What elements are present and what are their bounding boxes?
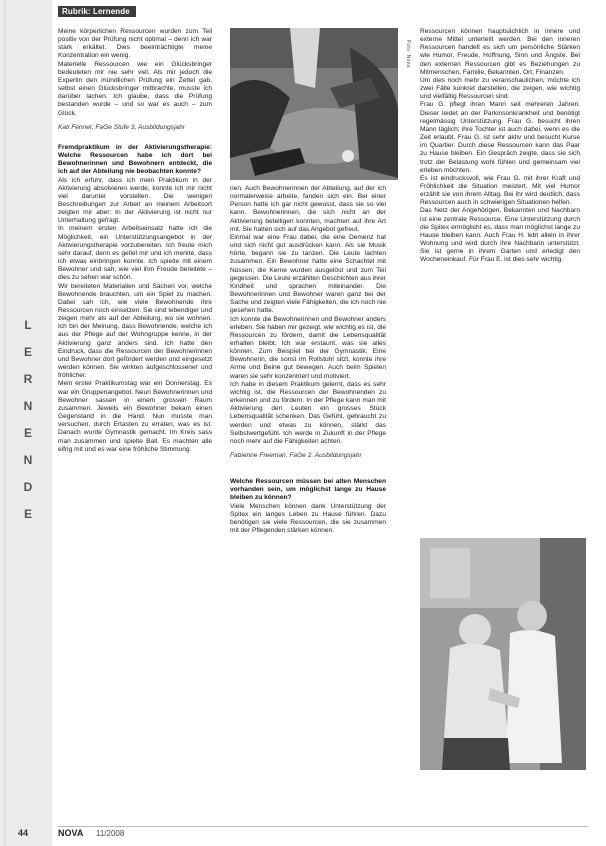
article-column-2 bbox=[230, 185, 386, 535]
sidebar-letter: N bbox=[23, 399, 33, 413]
article-column-3 bbox=[420, 28, 580, 265]
page-number: 44 bbox=[18, 828, 29, 838]
author-signature: Kati Fenner, FaGe Stufe 3, Ausbildungsjahr bbox=[58, 123, 185, 131]
paragraph: Einmal war eine Frau dabei, die eine Demenz hat und sich nicht gut ausdrücken kann. Als sie Musik hörte, begann sie zu tanzen. Die Leute lachten zusammen. Ein Bewohner hatte eine Schachtel mit Nüssen; die Kerne wurden ausgelöst und zum Teil gegessen. Die Leute erzählten Geschichten aus ihrer Kindheit und sprachen miteinander. Die Bewohnerinnen und Bewohner waren ganz bei der Sache und zeigten viele Fähigkeiten, die ich noch nie gesehen hatte. bbox=[230, 233, 386, 315]
paragraph: In meinem ersten Arbeitseinsatz hatte ich die Möglichkeit, ein Unterstützungsangebot in der Aktivierungstherapie vorzubereiten. Ich freute mich sehr darauf, denn es gefiel mir und ich merkte, dass ich etwas einbringen konnte. Ich spielte mit einem Bewohner und sah, wie viel ihm Freude bereitete – dies zu sehen war schön. bbox=[58, 225, 212, 282]
photo-group-activity-image bbox=[230, 28, 398, 180]
paragraph: Das Netz der Angehörigen, Bekannten und Nachbarn ist eine zentrale Ressource. Eine Unterstützung durch die Spitex ermöglicht es, dass man möglichst lange zu Hause bleiben kann. Auch Frau H. lebt allein in ihrer Wohnung und wird durch ihre Nachbarin unterstützt. Sie ist gerne in ihrem Garten und erledigt den Wocheneinkauf. Für Frau E. ist dies sehr wichtig. bbox=[420, 207, 580, 264]
sidebar-letter: E bbox=[23, 507, 32, 521]
issue-number: 11/2008 bbox=[96, 829, 125, 838]
paragraph: Als ich erfuhr, dass ich mein Praktikum in der Aktivierung absolvieren werde, konnte ich mir nicht viel darunter vorstellen. Die wenigen Beschreibungen zur Arbeit an meinem Arbeitsort zeigten mir aber: In der Aktivierung ist nicht nur Unterhaltung gefragt. bbox=[58, 176, 212, 225]
sidebar-letter: D bbox=[23, 480, 33, 494]
photo-caregiver-image bbox=[420, 538, 586, 770]
sidebar-letter: N bbox=[23, 453, 33, 467]
magazine-name: NOVA bbox=[58, 828, 84, 838]
paragraph: Um dies noch mehr zu veranschaulichen, möchte ich zwei Fälle konkret darstellen, die zeigen, wie wichtig und vielfältig Ressourcen sind. bbox=[420, 76, 580, 101]
sidebar-letter: L bbox=[24, 318, 32, 332]
photo-group-activity bbox=[230, 28, 398, 180]
sidebar-letter: E bbox=[23, 345, 32, 359]
article-column-1 bbox=[58, 28, 212, 454]
sidebar-letter: R bbox=[23, 372, 33, 386]
paragraph: Ressourcen können hauptsächlich in innere und externe Mittel unterteilt werden. Bei den inneren Ressourcen handelt es sich um persönliche Stärken wie Humor, Freude, Hoffnung, Sinn und Ängste. Bei den externen Ressourcen gibt es Beziehungen zu Mitmenschen, Familie, Bekannten, Ort, Finanzen. bbox=[420, 28, 580, 76]
photo-caregiver-with-elderly-woman bbox=[420, 538, 586, 770]
sidebar-letter: E bbox=[23, 426, 32, 440]
paragraph: Frau G. pflegt ihren Mann seit mehreren Jahren. Dieser leidet an der Parkinsonkrankheit und benötigt regelmässig Unterstützung. Frau G. besucht ihren Mann täglich; ihre Tochter ist auch dabei, wenn es die Zeit erlaubt. Frau G. ist sehr aktiv und besucht Kurse im Quartier. Durch diese Ressourcen kann das Paar zu Hause bleiben. Ein Gespräch zeigte, dass sie sich trotz der Belastung wohl fühlen und gemeinsam viel erleben möchten. bbox=[420, 101, 580, 174]
paragraph: Meine körperlichen Ressourcen wurden zum Teil positiv von der Prüfung nicht optimal – denn ich war stark erkältet. Dies beeinträchtigte meine Konzentration ein wenig. bbox=[58, 28, 212, 60]
paragraph: Materielle Ressourcen wie ein Glücksbringer bedeuteten mir nie sehr viel. Als mir jedoch die Expertin den mündlichen Prüfung ein Zettel gab, selbst einen Glücksbringer mitbrachte, musste ich darüber lachen. Ich glaube, dass die Prüfung bestanden wurde – und so war es auch – zum Glück. bbox=[58, 60, 212, 117]
section-question: Fremdpraktikum in der Aktivierungstherapie: Welche Ressourcen habe ich dort bei Bewohnerinnen und Bewohnern entdeckt, die ich auf der Abteilung nie beobachten konnte? bbox=[58, 143, 212, 176]
page-footer bbox=[0, 826, 606, 846]
sidebar-vertical-word bbox=[18, 318, 38, 521]
rubric-label: Rubrik: Lernende bbox=[58, 6, 136, 17]
paragraph: Viele Menschen können dank Unterstützung der Spitex ein langes Leben zu Hause führen. Dazu benötigen sie viele Ressourcen, die sie zusammen mit der Pflegenden stärken können. bbox=[230, 502, 386, 535]
paragraph: Ich konnte die Bewohnerinnen und Bewohner anders erleben. Sie haben mir gezeigt, wie wichtig es ist, die Ressourcen zu fördern, damit die Lebensqualität erhalten bleibt. Ich war erstaunt, was sie alles können. Zum Beispiel bei der Gymnastik: Eine Bewohnerin, die sonst im Rollstuhl sitzt, konnte ihre Arme und Beine gut bewegen. Auch beim Spielen waren sie sehr konzentriert und motiviert. bbox=[230, 315, 386, 380]
author-signature: Fabienne Freeman, FaGe 2. Ausbildungsjahr bbox=[230, 452, 362, 459]
paragraph: Wir bereiteten Materialien und Sachen vor, welche Bewohnende brauchten, um ein Spiel zu machen. Dabei sah ich, wie viele Bewohnende ihre Ressourcen noch einsetzen. Sie sind lebendiger und zeigen mehr als auf der Abteilung, wo sie wohnen. Ich bin der Meinung, dass Bewohnende, welche ich aus der Pflege auf der Wohngruppe kenne, in der Aktivierung ganz anders sind. Ich hatte den Eindruck, dass die Ressourcen der Bewohnerinnen und Bewohner dort gefördert werden und eingesetzt werden können. Sie wirkten aufgeschlossener und fröhlicher. bbox=[58, 282, 212, 380]
photo-credit: Foto: Nova bbox=[405, 40, 411, 68]
footer-rule bbox=[58, 826, 588, 827]
paragraph: Es ist eindrucksvoll, wie Frau G. mit ihrer Kraft und Fröhlichkeit die Situation meistert. Mit viel Humor erzählt sie von ihrem Alltag. Bei ihr wird deutlich, dass Ressourcen auch in schwierigen Situationen helfen. bbox=[420, 174, 580, 207]
paragraph: nen. Auch Bewohnerinnen der Abteilung, auf der ich normalerweise arbeite, fanden sich ein. Bei einer Person hatte ich gar nicht gewusst, dass sie so viel kann. Bewohnerinnen, die sich nicht an der Aktivierung beteiligen konnten, machten auf ihre Art mit. Sie hatten sich auf das Angebot gefreut. bbox=[230, 185, 386, 233]
paragraph: Ich habe in diesem Praktikum gelernt, dass es sehr wichtig ist, die Ressourcen der Bewohnenden zu erkennen und zu fördern. In der Pflege kann man mit Aktivierung den Leuten ein grosses Stück Lebensqualität schenken. Das Gefühl, gebraucht zu werden und etwas zu können, stärkt das Selbstwertgefühl. Ich werde in Zukunft in der Pflege noch mehr auf die Fähigkeiten achten. bbox=[230, 380, 386, 445]
section-question: Welche Ressourcen müssen bei alten Menschen vorhanden sein, um möglichst lange zu Hause bleiben zu können? bbox=[230, 478, 386, 502]
paragraph: Mein erster Praktikumstag war ein Donnerstag. Es war ein Gruppenangebot. Neun Bewohnerinnen und Bewohner sassen in einem grossen Raum zusammen. Jeweils ein Bewohner bekam einen Gegenstand in die Hand. Nun musste man versuchen, durch Ertasten zu erraten, was es ist. Danach wurde Gymnastik gemacht. Im Kreis sass man zusammen und spielte Ball. Es machten alle eifrig mit und es war eine fröhliche Stimmung. bbox=[58, 380, 212, 453]
